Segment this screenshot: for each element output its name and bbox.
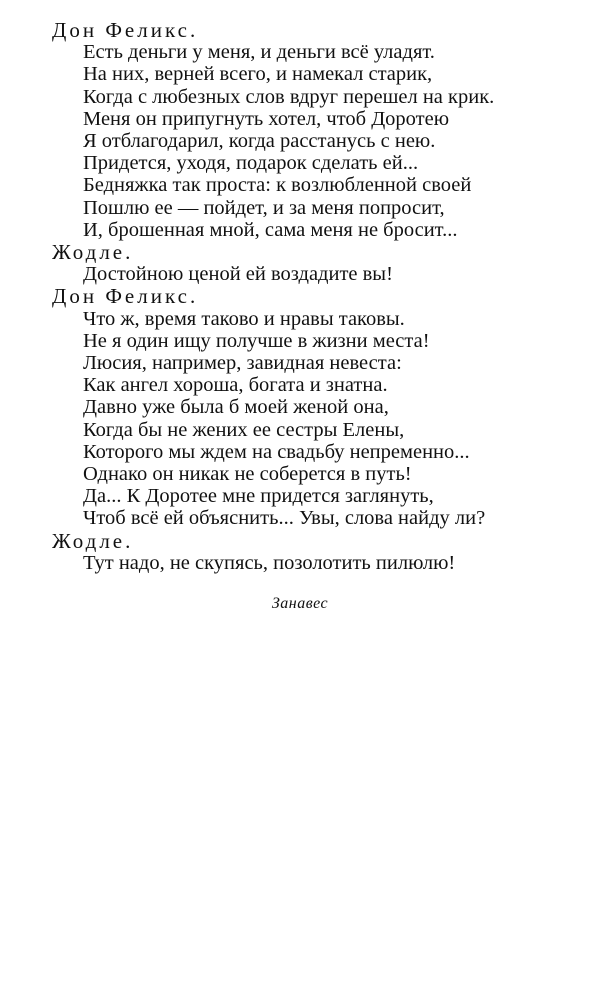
verse-line: Тут надо, не скупясь, позолотить пилюлю! (83, 551, 456, 574)
verse-line: Которого мы ждем на свадьбу непременно... (83, 440, 470, 463)
verse-line: На них, верней всего, и намекал старик, (83, 63, 433, 86)
verse-line: Пошлю ее — пойдет, и за меня попросит, (83, 196, 445, 219)
verse-line: Придется, уходя, подарок сделать ей... (83, 152, 419, 175)
verse-line: Достойною ценой ей воздадите вы! (83, 263, 393, 286)
verse-line: Бедняжка так проста: к возлюбленной своей (83, 174, 472, 197)
verse-line: Чтоб всё ей объяснить... Увы, слова найду ли? (83, 507, 486, 530)
speech-block (52, 241, 582, 285)
verse-line: Люсия, например, завидная невеста: (83, 352, 402, 375)
curtain-stage-direction: Занавес (271, 595, 329, 612)
verse-line: Есть деньги у меня, и деньги всё уладят. (83, 41, 435, 64)
verse-line: Что ж, время таково и нравы таковы. (83, 307, 405, 330)
verse-line: Когда с любезных слов вдруг перешел на крик. (83, 85, 495, 108)
speaker-name: Жодле. (52, 528, 134, 553)
verse-line: Давно уже была б моей женой она, (83, 396, 389, 419)
verse-line: Однако он никак не соберется в путь! (83, 463, 412, 486)
verse-line: Как ангел хороша, богата и знатна. (83, 374, 388, 397)
speaker-name: Дон Феликс. (52, 18, 199, 42)
speech-block (52, 19, 582, 241)
verse-line: Я отблагодарил, когда расстанусь с нею. (83, 130, 436, 153)
verse-line: Не я один ищу получше в жизни места! (83, 329, 430, 352)
speaker-name: Жодле. (52, 240, 134, 265)
verse-line: Когда бы не жених ее сестры Елены, (83, 418, 405, 441)
verse-line: Да... К Доротее мне придется заглянуть, (83, 485, 434, 508)
play-text (52, 19, 582, 574)
verse-line: И, брошенная мной, сама меня не бросит... (83, 218, 458, 241)
speech-block (52, 285, 582, 529)
verse-line: Меня он припугнуть хотел, чтоб Доротею (83, 107, 450, 130)
speaker-name: Дон Феликс. (52, 284, 199, 309)
speech-block (52, 530, 582, 574)
